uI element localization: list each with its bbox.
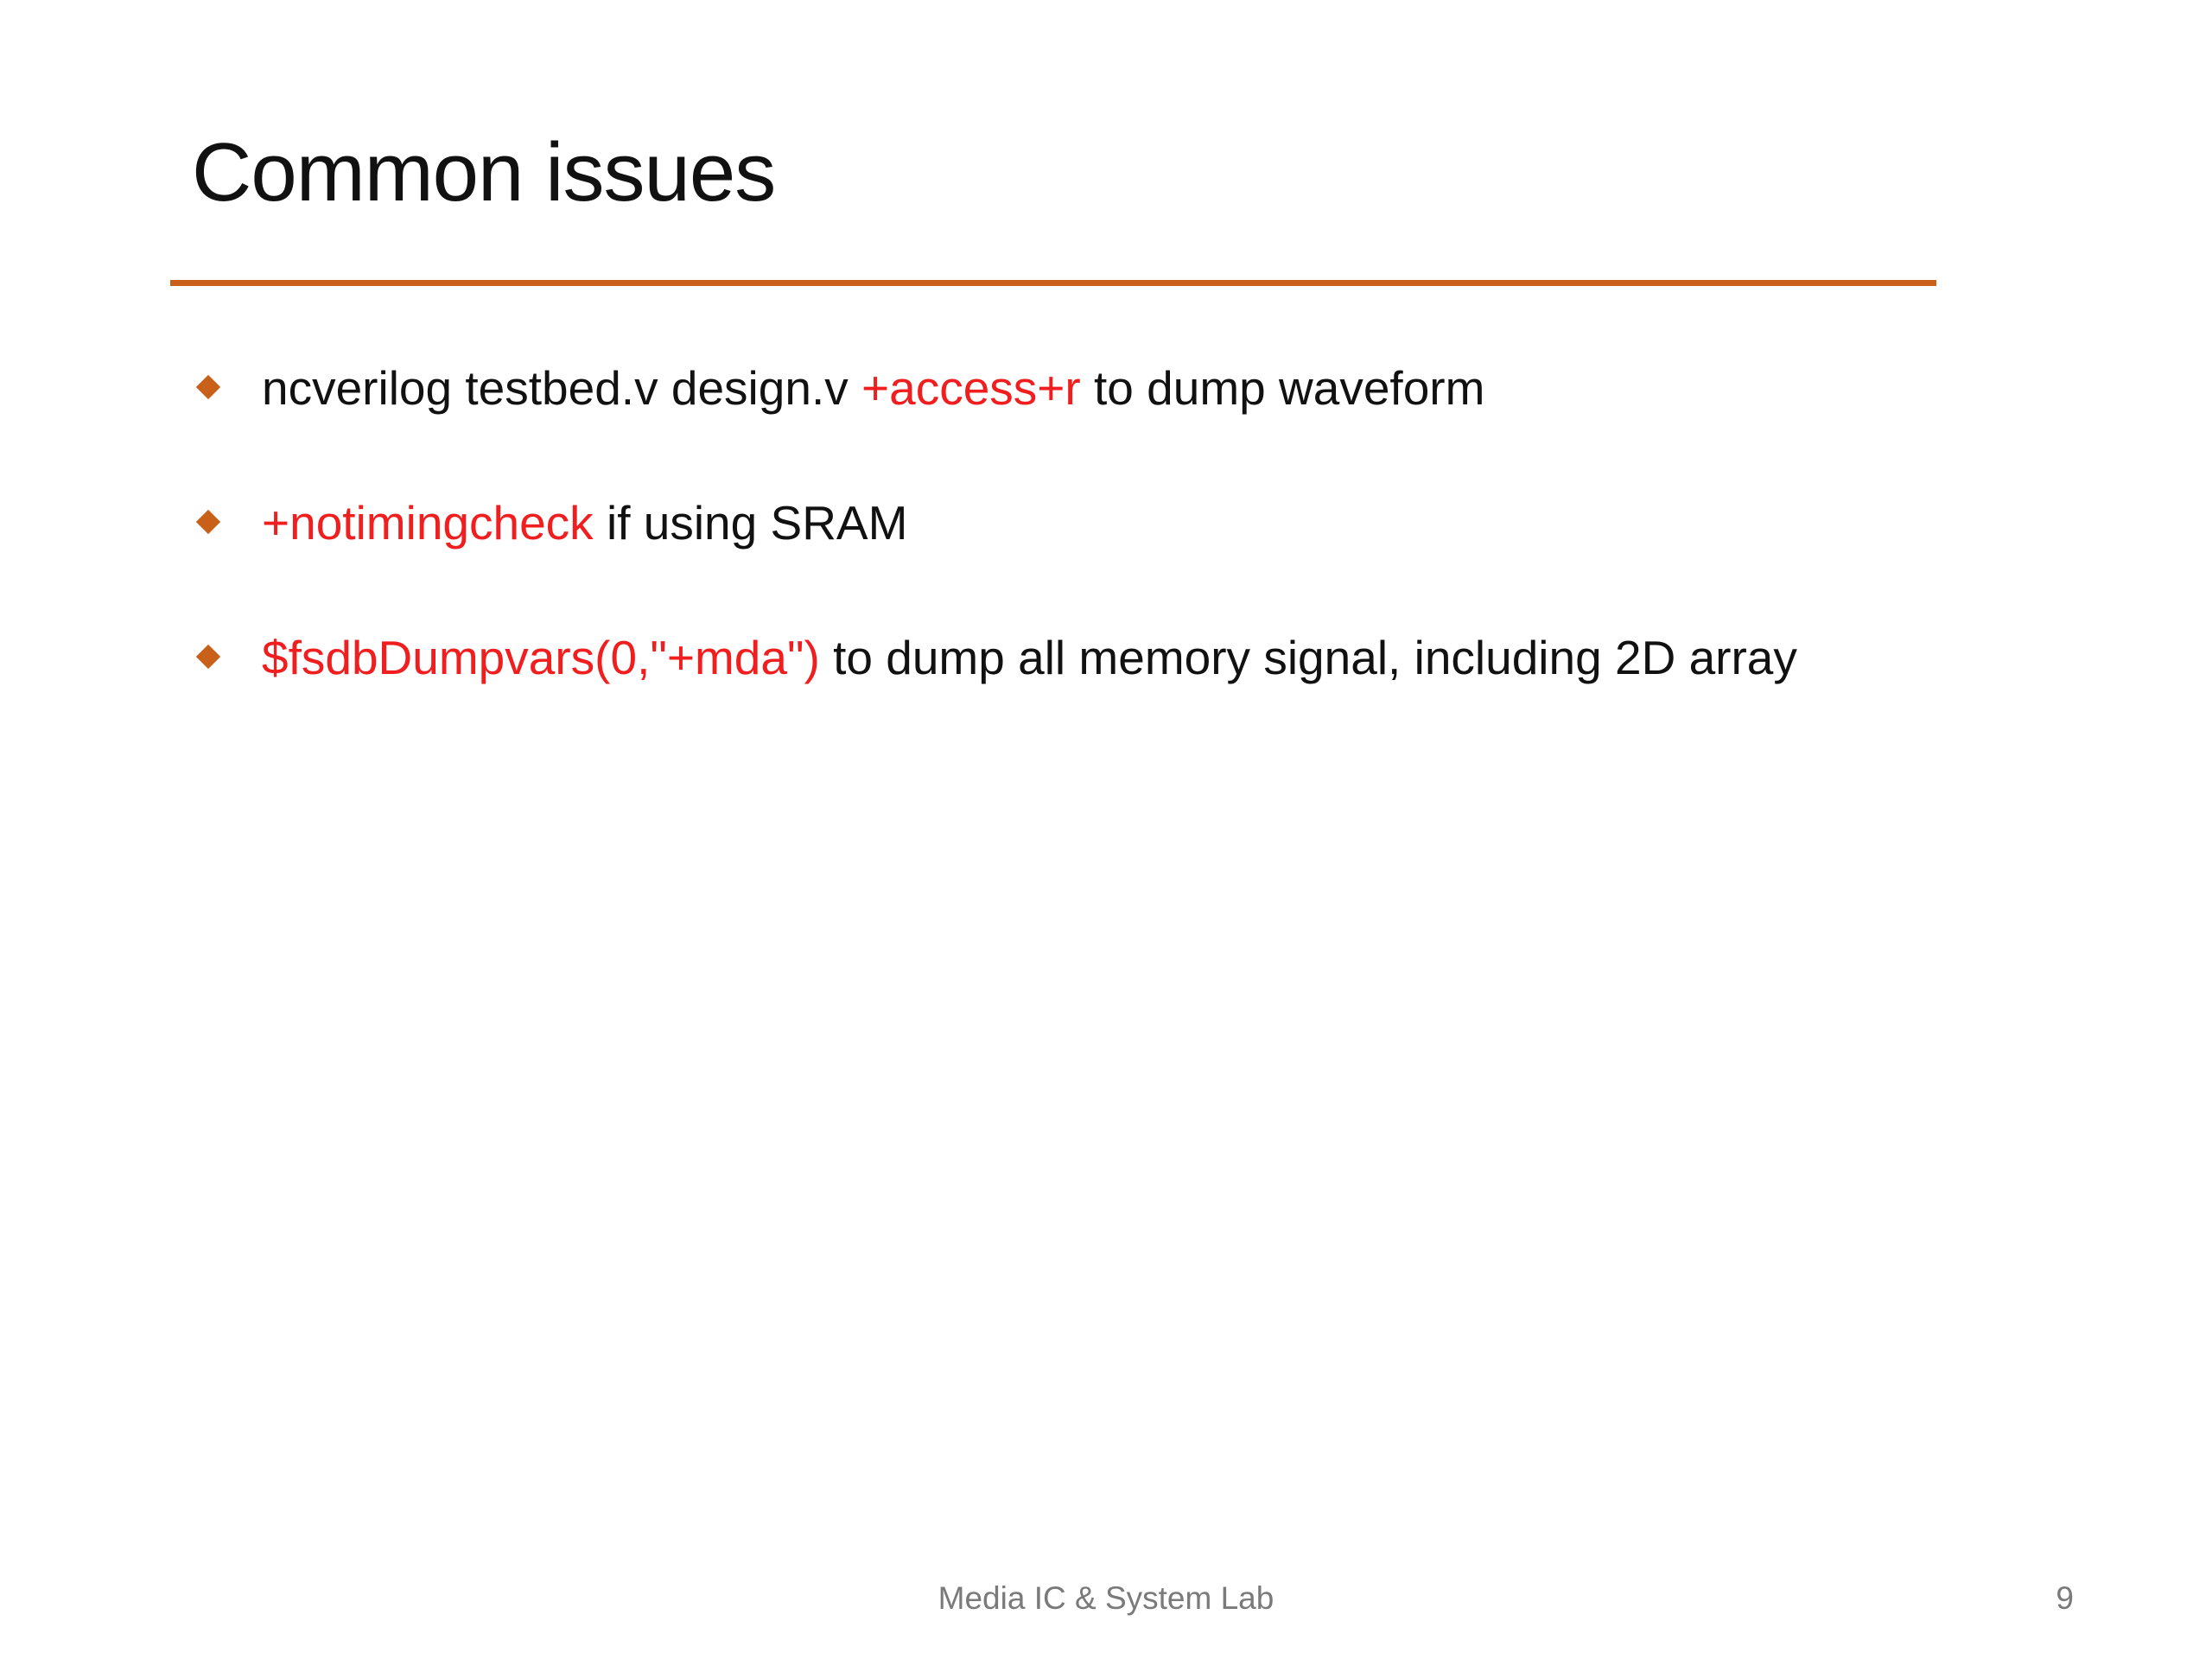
bullet-highlight-segment: +access+r [861,361,1081,415]
page-number: 9 [2056,1580,2074,1616]
bullet-text [262,354,1834,422]
diamond-bullet-icon [196,510,220,534]
bullet-text [262,489,1834,556]
bullet-text-segment: to dump waveform [1080,361,1485,415]
bullet-highlight-segment: +notimingcheck [262,496,594,550]
bullet-text-segment: if using SRAM [593,496,908,550]
bullet-text [262,624,1834,691]
diamond-bullet-icon [196,375,220,399]
bullet-highlight-segment: $fsdbDumpvars(0,"+mda") [262,631,820,684]
diamond-bullet-icon [196,645,220,669]
slide-footer: Media IC & System Lab [938,1580,1274,1616]
bullet-text-segment: ncverilog testbed.v design.v [262,361,861,415]
slide-title: Common issues [192,126,776,219]
bullet-text-segment: to dump all memory signal, including 2D array [819,631,1797,684]
